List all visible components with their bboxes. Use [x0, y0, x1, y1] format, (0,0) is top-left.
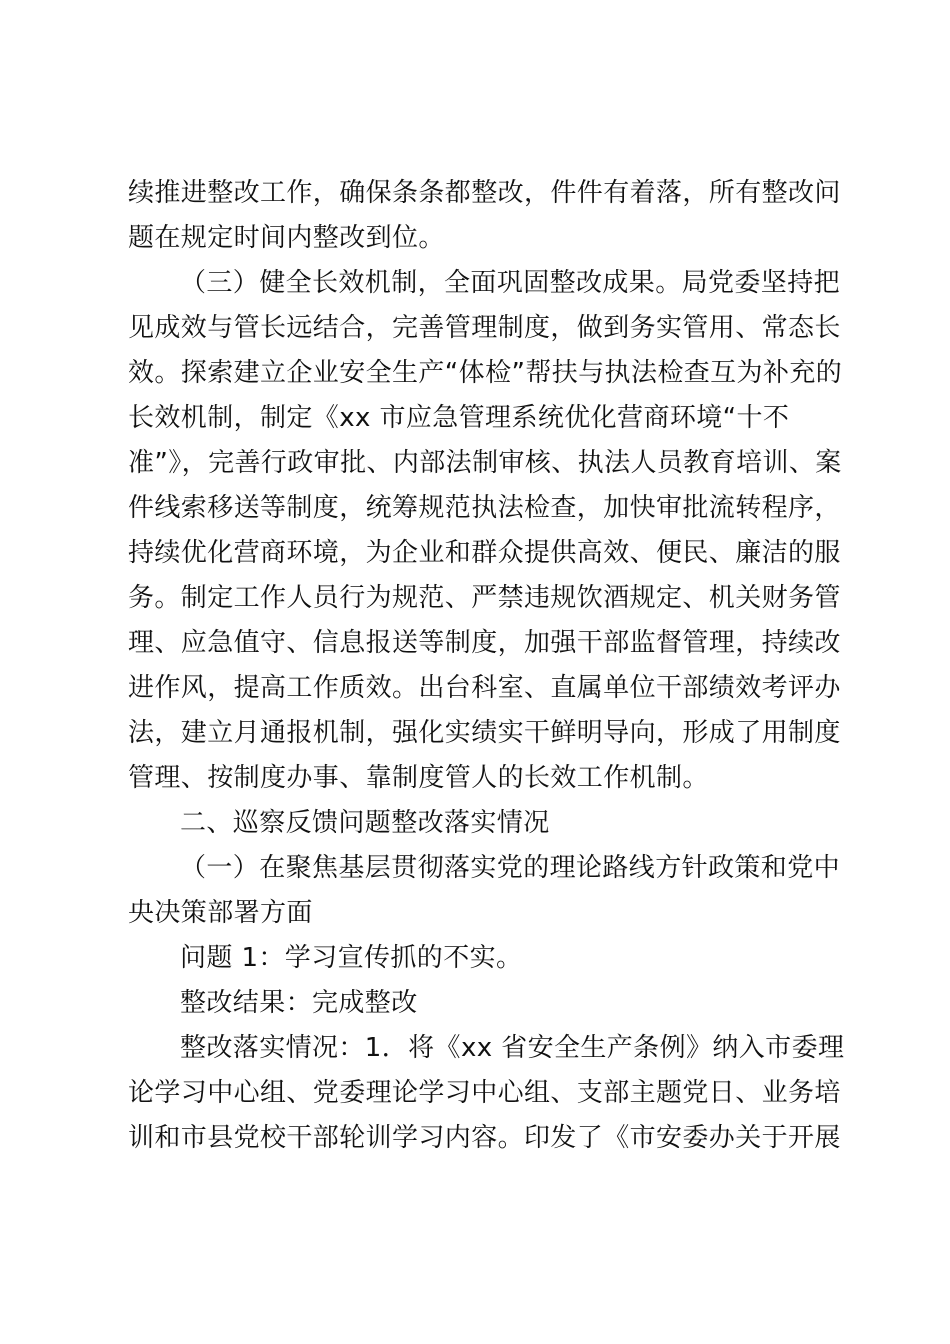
subsection-heading-1: （一）在聚焦基层贯彻落实党的理论路线方针政策和党中: [180, 853, 841, 883]
text-line: 理、应急值守、信息报送等制度，加强干部监督管理，持续改: [128, 628, 841, 658]
text-line: 央决策部署方面: [128, 898, 313, 928]
text-line: 长效机制，制定《xx 市应急管理系统优化营商环境“十不: [128, 403, 790, 433]
section-heading-2: 二、巡察反馈问题整改落实情况: [180, 808, 550, 838]
text-line: 论学习中心组、党委理论学习中心组、支部主题党日、业务培: [128, 1078, 841, 1108]
rectification-status: 整改落实情况：1．将《xx 省安全生产条例》纳入市委理: [180, 1033, 845, 1063]
text-line: 见成效与管长远结合，完善管理制度，做到务实管用、常态长: [128, 313, 841, 343]
text-line: 续推进整改工作，确保条条都整改，件件有着落，所有整改问: [128, 178, 841, 208]
issue-title: 问题 1：学习宣传抓的不实。: [180, 943, 523, 973]
section-heading-3: （三）健全长效机制，全面巩固整改成果。局党委坚持把: [180, 268, 841, 298]
text-line: 务。制定工作人员行为规范、严禁违规饮酒规定、机关财务管: [128, 583, 841, 613]
text-line: 进作风，提高工作质效。出台科室、直属单位干部绩效考评办: [128, 673, 841, 703]
text-line: 法，建立月通报机制，强化实绩实干鲜明导向，形成了用制度: [128, 718, 841, 748]
text-line: 管理、按制度办事、靠制度管人的长效工作机制。: [128, 763, 709, 793]
text-line: 准”》，完善行政审批、内部法制审核、执法人员教育培训、案: [128, 448, 842, 478]
text-line: 题在规定时间内整改到位。: [128, 223, 445, 253]
text-line: 持续优化营商环境，为企业和群众提供高效、便民、廉洁的服: [128, 538, 841, 568]
text-line: 效。探索建立企业安全生产“体检”帮扶与执法检查互为补充的: [128, 358, 843, 388]
text-line: 训和市县党校干部轮训学习内容。印发了《市安委办关于开展: [128, 1123, 841, 1153]
text-line: 件线索移送等制度，统筹规范执法检查，加快审批流转程序，: [128, 493, 841, 523]
rectification-result: 整改结果：完成整改: [180, 988, 418, 1018]
